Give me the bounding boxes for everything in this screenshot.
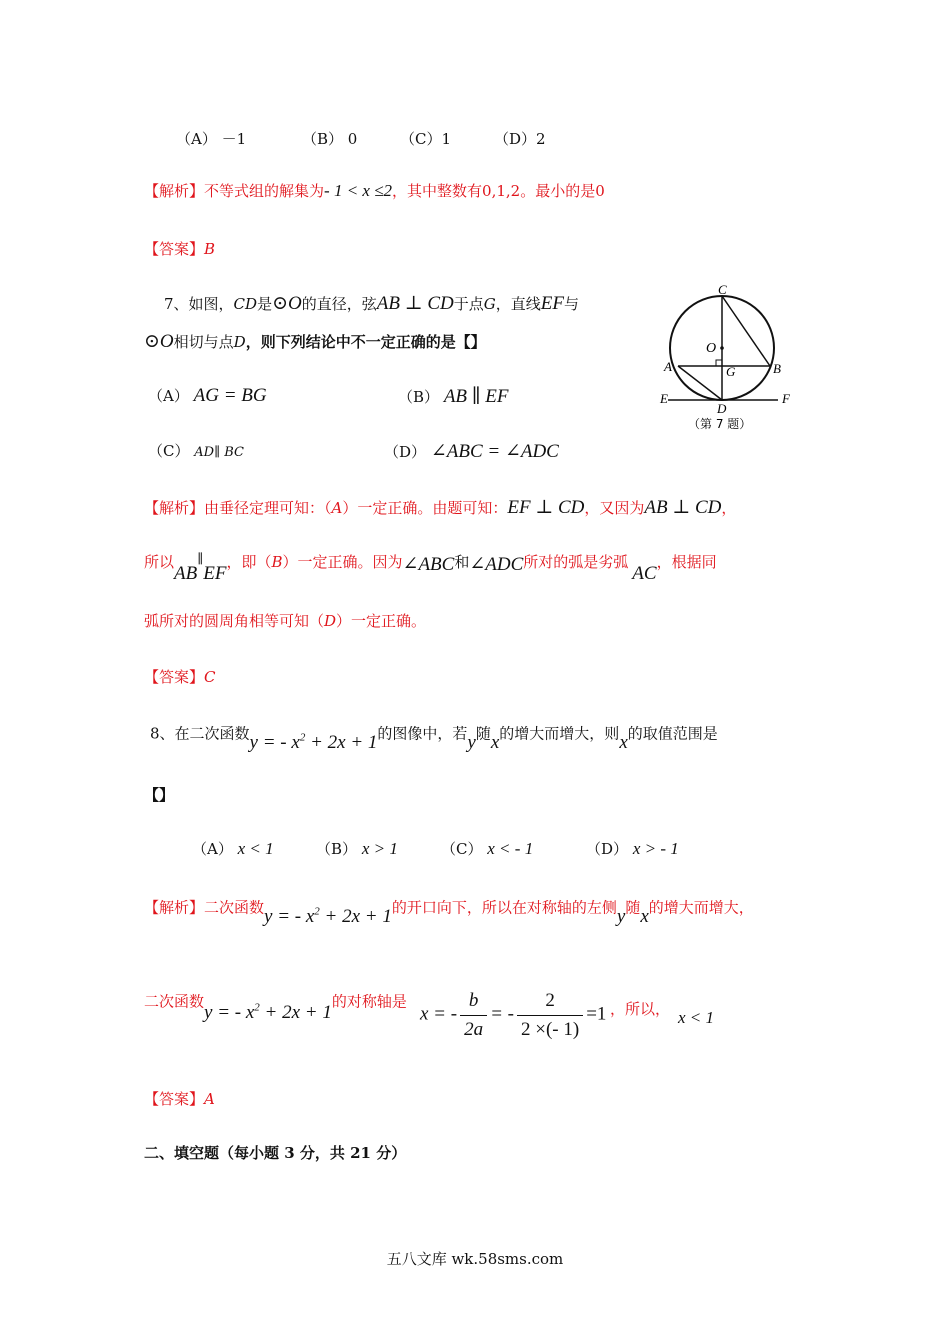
q8-result: x < 1 — [678, 1008, 715, 1027]
math: ∠ABC — [402, 554, 455, 575]
q8-option-b — [316, 838, 398, 859]
q7-option-a — [148, 385, 267, 407]
point-g: G — [483, 295, 496, 313]
text-cd: CD — [233, 295, 258, 313]
label-f: F — [782, 391, 790, 406]
section2-title: 二、填空题（每小题 3 分，共 21 分） — [144, 1144, 407, 1162]
option-label: （B） — [398, 388, 440, 406]
math: =1 — [586, 1003, 607, 1025]
analysis-tag: 【解析】 — [144, 182, 205, 200]
text: 的图像中，若 — [377, 724, 468, 743]
answer-tag: 【答案】 — [144, 668, 205, 686]
option-label: （A） — [192, 840, 233, 858]
q7-analysis-line2 — [144, 550, 717, 584]
q7-analysis-line3 — [144, 610, 426, 631]
text: B — [271, 553, 283, 571]
var-x: x — [619, 732, 628, 754]
label-b: B — [773, 361, 781, 376]
var-y: y — [616, 906, 626, 928]
label-c: C — [718, 282, 727, 297]
point-d: D — [233, 333, 246, 351]
option-math: AG = BG — [193, 385, 267, 406]
answer-tag: 【答案】 — [144, 1090, 205, 1108]
frac-num: 2 — [517, 990, 583, 1016]
center-point — [720, 346, 724, 350]
option-math: AB ∥ EF — [443, 386, 509, 407]
var-x: x — [490, 732, 500, 754]
function-math: + 2x + 1 — [259, 1002, 332, 1024]
text: 是 — [257, 295, 273, 313]
frac-num: b — [460, 990, 487, 1016]
parallel-symbol: ∥ — [197, 552, 204, 567]
arc-ac: AC — [632, 563, 657, 584]
q6-answer — [144, 238, 215, 259]
figure-caption: （第 7 题） — [688, 417, 752, 431]
text: 与 — [563, 295, 579, 313]
function-math: + 2x + 1 — [319, 906, 392, 928]
q8-analysis-line1 — [144, 896, 754, 928]
label-a: A — [664, 359, 672, 374]
exponent: 2 — [254, 1002, 260, 1014]
q6-option-c: （C）1 — [400, 130, 452, 148]
q8-conclusion-text: ，所以， — [610, 1000, 671, 1018]
text: 的增大而增大， — [648, 898, 754, 917]
math: ∠ADC — [469, 554, 524, 575]
q8-option-a — [192, 838, 274, 859]
q7-figure — [650, 278, 810, 438]
option-label: （A） — [148, 387, 189, 405]
text: A — [331, 499, 343, 517]
analysis-text: 不等式组的解集为 — [204, 182, 325, 200]
footer-watermark: 五八文库 wk.58sms.com — [386, 1250, 564, 1268]
frac-den: 2 ×(- 1) — [521, 1019, 580, 1040]
label-o: O — [706, 341, 717, 356]
q8-option-c — [441, 838, 533, 859]
inequality-math: - 1 < x ≤2 — [324, 181, 393, 200]
text: 的取值范围是 — [627, 724, 718, 743]
function-math: y = - x — [264, 906, 315, 928]
q6-option-d: （D）2 — [494, 130, 546, 148]
option-math: ∠ABC = ∠ADC — [430, 441, 559, 462]
frac-den: 2a — [464, 1019, 484, 1040]
text: ）一定正确。 — [336, 612, 427, 630]
analysis-text-end: ，其中整数有0,1,2。最小的是0 — [392, 182, 605, 200]
option-math: x > - 1 — [632, 839, 679, 858]
text: 的开口向下，所以在对称轴的左侧 — [391, 898, 617, 917]
text: 随 — [475, 724, 491, 743]
answer-tag: 【答案】 — [144, 240, 205, 258]
q6-option-b: （B） 0 — [302, 130, 358, 148]
q7-answer — [144, 666, 216, 687]
text: D — [324, 612, 337, 630]
option-label: （D） — [586, 840, 629, 858]
text: ， — [721, 499, 737, 517]
text: 的直径，弦 — [301, 295, 377, 313]
option-math: x > 1 — [361, 839, 398, 858]
option-label: （C） — [441, 840, 483, 858]
math: EF — [203, 563, 227, 584]
text: 二次函数 — [204, 898, 265, 917]
q8-stem — [150, 722, 718, 754]
var-y: y — [467, 732, 476, 754]
q8-analysis-line2 — [144, 990, 407, 1024]
math: AB ⊥ CD — [644, 497, 722, 518]
answer-value: C — [204, 668, 216, 686]
math: = - — [490, 1003, 514, 1025]
q7-option-b — [398, 385, 509, 408]
text: ）一定正确。因为 — [282, 553, 403, 571]
option-label: （C） — [148, 442, 190, 460]
text: 的增大而增大，则 — [499, 724, 620, 743]
math: AB — [174, 563, 198, 584]
q8-answer — [144, 1088, 215, 1109]
answer-value: B — [204, 240, 216, 258]
label-d: D — [717, 401, 727, 416]
text: 随 — [625, 898, 641, 917]
text: 的对称轴是 — [331, 992, 407, 1011]
q8-option-d — [586, 838, 679, 859]
math: EF ⊥ CD — [507, 497, 585, 518]
text: ）一定正确。由题可知： — [342, 499, 508, 517]
text: 由垂径定理可知：（ — [204, 499, 332, 517]
text: ，即（ — [226, 553, 272, 571]
q6-analysis — [144, 180, 605, 201]
option-label: （D） — [384, 443, 427, 461]
function-math: y = - x — [204, 1002, 255, 1024]
text: ，又因为 — [584, 499, 645, 517]
q7-stem-line1 — [164, 292, 579, 315]
option-math: x < 1 — [237, 839, 274, 858]
exponent: 2 — [314, 906, 320, 918]
q8-axis-formula — [420, 990, 606, 1041]
analysis-tag: 【解析】 — [144, 898, 205, 917]
analysis-tag: 【解析】 — [144, 499, 205, 517]
text: ，直线 — [495, 295, 541, 313]
option-math: x < - 1 — [487, 839, 534, 858]
circle-o: ⊙O — [144, 331, 174, 352]
q6-option-a: （A） －1 — [176, 130, 247, 148]
label-e: E — [660, 391, 668, 406]
perp-math: AB ⊥ CD — [376, 293, 454, 314]
option-math: AD∥ BC — [194, 445, 244, 460]
right-angle-mark — [716, 360, 722, 366]
q7-analysis-line1 — [144, 496, 736, 519]
circle-o: ⊙O — [272, 293, 302, 314]
text: 7、如图， — [164, 295, 234, 313]
segment-cb — [722, 296, 770, 366]
exponent: 2 — [299, 732, 306, 744]
text: 8、在二次函数 — [150, 724, 250, 743]
q7-stem-line2 — [144, 330, 486, 353]
text: ，根据同 — [656, 553, 717, 571]
answer-value: A — [204, 1090, 215, 1108]
math: x = - — [420, 1003, 458, 1025]
text: 二次函数 — [144, 992, 205, 1011]
text: 相切与点 — [173, 333, 234, 351]
text: 所对的弧是劣弧 — [523, 553, 629, 571]
function-math: y = - x — [249, 732, 300, 754]
text: ，则下列结论中不一定正确的是【】 — [245, 333, 486, 351]
text: 弧所对的圆周角相等可知（ — [144, 612, 325, 630]
text: 所以 — [144, 553, 175, 571]
option-label: （B） — [316, 840, 358, 858]
q8-bracket: 【】 — [144, 786, 175, 804]
fraction-2 — [517, 990, 583, 1041]
fraction-b-2a — [460, 990, 487, 1041]
var-x: x — [640, 906, 649, 928]
text: 于点 — [453, 295, 484, 313]
q7-option-d — [384, 440, 559, 463]
line-ef: EF — [540, 293, 564, 314]
text: 和 — [454, 553, 470, 571]
q7-option-c — [148, 440, 244, 461]
label-g: G — [726, 364, 736, 379]
function-math: + 2x + 1 — [305, 732, 378, 754]
